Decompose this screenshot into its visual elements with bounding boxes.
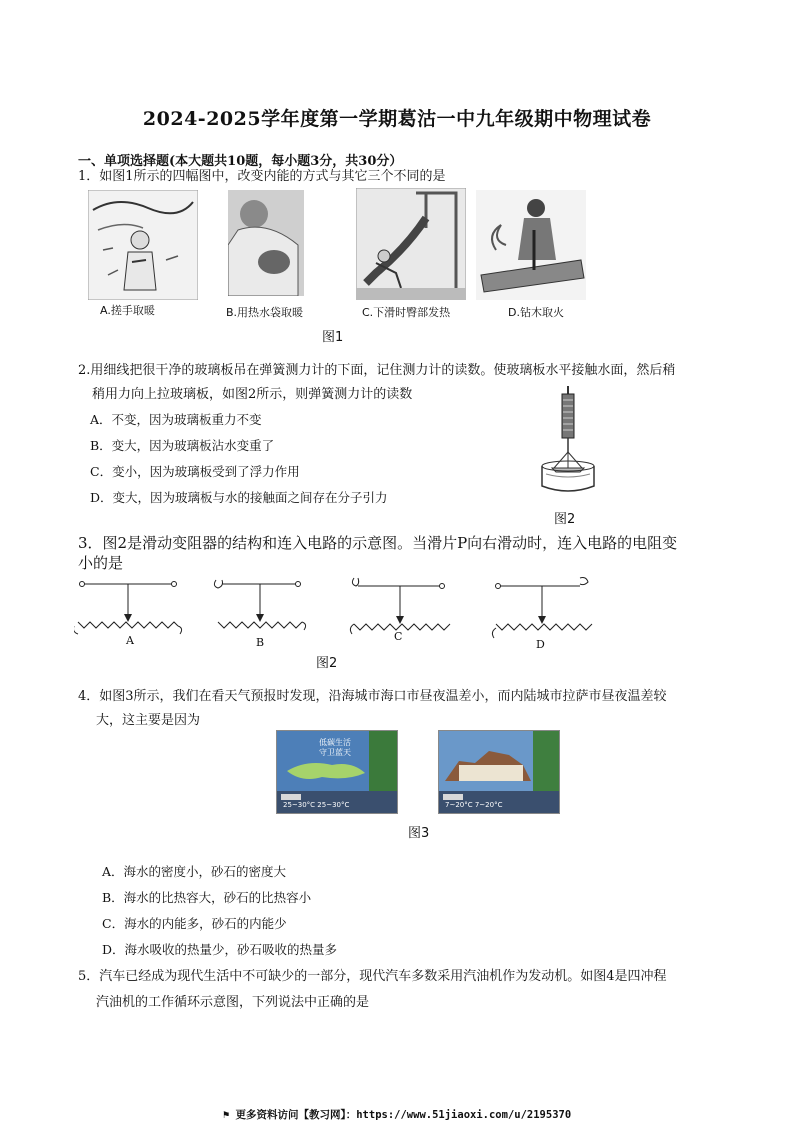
q2-spring-scale-figure <box>536 386 600 498</box>
question-3-stem-line2: 小的是 <box>78 554 124 572</box>
haikou-temperature: 25~30°C 25~30°C <box>283 801 350 809</box>
q1-caption-c: C.下滑时臀部发热 <box>362 306 451 319</box>
q1-image-b <box>228 190 304 296</box>
question-2-stem-line2: 稍用力向上拉玻璃板，如图2所示，则弹簧测力计的读数 <box>92 387 413 402</box>
rheostat-label-b: B <box>256 636 265 649</box>
weather-screen-lhasa <box>438 730 560 814</box>
rheostat-label-a: A <box>126 634 134 647</box>
q3-rheostat-figures <box>74 572 604 654</box>
question-4-option-a: A．海水的密度小，砂石的密度大 <box>102 864 287 879</box>
section-heading: 一、单项选择题(本大题共10题，每小题3分，共30分） <box>78 154 403 169</box>
rheostat-a <box>74 582 182 635</box>
lhasa-temperature: 7~20°C 7~20°C <box>445 801 503 809</box>
question-2-option-b: B．变大，因为玻璃板沾水变重了 <box>90 438 275 453</box>
flag-icon: ⚑ <box>222 1109 230 1121</box>
rheostat-label-c: C <box>394 630 403 643</box>
question-5-stem-line1: 5．汽车已经成为现代生活中不可缺少的一部分，现代汽车多数采用汽油机作为发动机。如图4是四冲程 <box>78 969 667 984</box>
question-4-option-c: C．海水的内能多，砂石的内能少 <box>102 916 287 931</box>
question-3-stem-line1: 3．图2是滑动变阻器的结构和连入电路的示意图。当滑片P向右滑动时，连入电路的电阻变 <box>78 534 678 552</box>
figure-3-label: 图3 <box>408 826 430 841</box>
q1-image-a <box>88 190 198 300</box>
question-2-stem-line1: 2.用细线把很干净的玻璃板吊在弹簧测力计的下面，记住测力计的读数。使玻璃板水平接触水面，然后稍 <box>78 363 676 378</box>
q1-image-d <box>476 190 586 300</box>
weather-screen-haikou <box>276 730 398 814</box>
figure-2b-label: 图2 <box>316 656 338 671</box>
question-4-stem-line1: 4．如图3所示，我们在看天气预报时发现，沿海城市海口市昼夜温差小，而内陆城市拉萨市昼夜温差较 <box>78 689 667 704</box>
question-2-option-d: D．变大，因为玻璃板与水的接触面之间存在分子引力 <box>90 490 388 505</box>
question-5-stem-line2: 汽油机的工作循环示意图，下列说法中正确的是 <box>96 995 370 1010</box>
question-4-option-b: B．海水的比热容大，砂石的比热容小 <box>102 890 312 905</box>
question-4-stem-line2: 大，这主要是因为 <box>96 713 201 728</box>
page-title: 2024-2025学年度第一学期葛沽一中九年级期中物理试卷 <box>142 108 652 130</box>
footer-link[interactable] <box>0 1107 794 1122</box>
q1-caption-b: B.用热水袋取暖 <box>226 306 304 319</box>
rheostat-label-d: D <box>536 638 545 651</box>
question-2-option-a: A．不变，因为玻璃板重力不变 <box>90 412 262 427</box>
rheostat-b <box>214 580 305 630</box>
footer-text: 更多资料访问【教习网】：https://www.51jiaoxi.com/u/2195370 <box>235 1109 572 1121</box>
question-2-option-c: C．变小，因为玻璃板受到了浮力作用 <box>90 464 300 479</box>
rheostat-c <box>350 578 450 634</box>
q1-caption-a: A.搓手取暖 <box>100 304 155 317</box>
figure-1-label: 图1 <box>322 330 344 345</box>
weather-banner-text1: 低碳生活 <box>319 738 351 747</box>
question-1-stem: 1．如图1所示的四幅图中，改变内能的方式与其它三个不同的是 <box>78 169 446 184</box>
q1-caption-d: D.钻木取火 <box>508 306 564 319</box>
question-4-option-d: D．海水吸收的热量少，砂石吸收的热量多 <box>102 942 338 957</box>
q1-image-c <box>356 188 466 300</box>
weather-banner-text2: 守卫蓝天 <box>319 748 351 757</box>
figure-2-label: 图2 <box>554 512 576 527</box>
rheostat-d <box>492 578 592 639</box>
